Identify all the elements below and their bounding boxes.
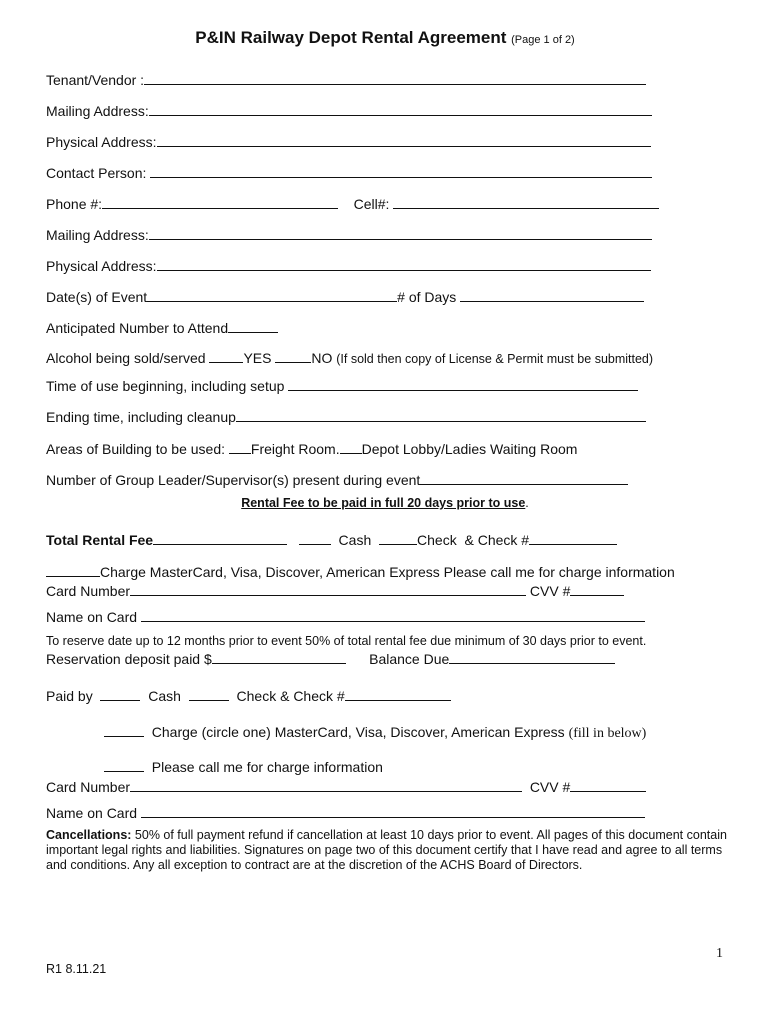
contact-person-field[interactable]	[150, 163, 652, 178]
mailing-address-2-row	[46, 225, 652, 244]
cvv-label: CVV #	[529, 583, 571, 599]
physical-address-2-field[interactable]	[157, 256, 651, 271]
paid-charge-blank[interactable]	[104, 722, 144, 737]
freight-room-label: Freight Room.	[250, 441, 340, 457]
check-blank[interactable]	[379, 530, 417, 545]
areas-label: Areas of Building to be used:	[46, 441, 226, 457]
paid-cvv-field[interactable]	[570, 777, 646, 792]
cancellations-text: 50% of full payment refund if cancellation at least 10 days prior to event. All pages of this document contain important legal rights and liabilities. Signatures on page two of this document certify that I have read and agree to all terms and conditions. Any all exception to contract are at the discretion of the ACHS Board of Directors.	[46, 828, 727, 872]
event-dates-field[interactable]	[147, 287, 397, 302]
time-end-label: Ending time, including cleanup	[46, 409, 236, 425]
charge-row	[46, 562, 675, 581]
paid-charge-row	[104, 722, 646, 743]
total-fee-row	[46, 530, 617, 549]
cell-label: Cell#:	[353, 196, 390, 212]
tenant-row	[46, 70, 646, 89]
freight-room-blank[interactable]	[229, 439, 251, 454]
document-title: P&IN Railway Depot Rental Agreement	[195, 28, 507, 47]
cancellations-paragraph	[46, 828, 736, 873]
alcohol-label: Alcohol being sold/served	[46, 350, 206, 366]
paid-name-on-card-row	[46, 803, 645, 822]
name-on-card-label: Name on Card	[46, 609, 138, 625]
cvv-field[interactable]	[570, 581, 624, 596]
deposit-field[interactable]	[212, 649, 346, 664]
paid-by-label: Paid by	[46, 688, 93, 704]
charge-label: Charge MasterCard, Visa, Discover, American Express Please call me for charge information	[100, 564, 675, 580]
total-fee-field[interactable]	[153, 530, 287, 545]
check-number-field[interactable]	[529, 530, 617, 545]
physical-address-2-label: Physical Address:	[46, 258, 157, 274]
fee-notice	[0, 494, 770, 512]
phone-field[interactable]	[102, 194, 338, 209]
time-begin-field[interactable]	[288, 376, 638, 391]
alcohol-no-blank[interactable]	[275, 348, 311, 363]
fill-below-note: (fill in below)	[568, 726, 647, 741]
phone-row	[46, 194, 659, 213]
card-number-label: Card Number	[46, 583, 131, 599]
contact-person-row	[46, 163, 652, 182]
paid-by-row	[46, 686, 451, 705]
name-on-card-row	[46, 607, 645, 626]
alcohol-yes-blank[interactable]	[209, 348, 243, 363]
page-indicator: (Page 1 of 2)	[511, 34, 575, 46]
paid-cash-blank[interactable]	[100, 686, 140, 701]
call-me-label: Please call me for charge information	[151, 759, 383, 775]
paid-charge-label: Charge (circle one) MasterCard, Visa, Discover, American Express	[151, 724, 565, 740]
alcohol-note: (If sold then copy of License & Permit must be submitted)	[336, 352, 654, 366]
alcohol-yes-label: YES	[243, 350, 272, 366]
balance-field[interactable]	[449, 649, 615, 664]
check-label: Check	[417, 532, 457, 548]
days-label: # of Days	[397, 289, 457, 305]
mailing-address-2-label: Mailing Address:	[46, 227, 149, 243]
paid-cvv-label: CVV #	[529, 779, 571, 795]
fee-notice-period: .	[525, 496, 529, 510]
time-begin-label: Time of use beginning, including setup	[46, 378, 285, 394]
depot-lobby-blank[interactable]	[340, 439, 362, 454]
call-me-blank[interactable]	[104, 757, 144, 772]
attendance-field[interactable]	[228, 318, 278, 333]
mailing-address-row	[46, 101, 652, 120]
physical-address-field[interactable]	[157, 132, 651, 147]
name-on-card-field[interactable]	[141, 607, 645, 622]
tenant-label: Tenant/Vendor :	[46, 72, 145, 88]
phone-label: Phone #:	[46, 196, 103, 212]
contact-person-label: Contact Person:	[46, 165, 147, 181]
paid-name-on-card-label: Name on Card	[46, 805, 138, 821]
page-title	[0, 28, 770, 48]
leaders-label: Number of Group Leader/Supervisor(s) present during event	[46, 472, 421, 488]
deposit-label: Reservation deposit paid $	[46, 651, 212, 667]
balance-label: Balance Due	[369, 651, 450, 667]
tenant-field[interactable]	[144, 70, 646, 85]
leaders-row	[46, 470, 628, 489]
paid-check-blank[interactable]	[189, 686, 229, 701]
paid-cash-label: Cash	[148, 688, 181, 704]
cash-label: Cash	[338, 532, 372, 548]
physical-address-2-row	[46, 256, 651, 275]
call-me-row	[104, 757, 383, 776]
mailing-address-label: Mailing Address:	[46, 103, 149, 119]
depot-lobby-label: Depot Lobby/Ladies Waiting Room	[361, 441, 578, 457]
paid-check-label: Check & Check #	[236, 688, 345, 704]
fee-notice-text: Rental Fee to be paid in full 20 days prior to use	[241, 496, 526, 510]
charge-blank[interactable]	[46, 562, 100, 577]
event-dates-label: Date(s) of Event	[46, 289, 148, 305]
cash-blank[interactable]	[299, 530, 331, 545]
total-fee-label: Total Rental Fee	[46, 532, 154, 548]
alcohol-no-label: NO	[311, 350, 333, 366]
cancellations-label: Cancellations:	[46, 828, 132, 842]
leaders-field[interactable]	[420, 470, 628, 485]
physical-address-label: Physical Address:	[46, 134, 157, 150]
days-field[interactable]	[460, 287, 644, 302]
check-number-label: & Check #	[464, 532, 530, 548]
paid-card-number-label: Card Number	[46, 779, 131, 795]
time-begin-row	[46, 376, 638, 395]
reservation-row	[46, 649, 615, 668]
time-end-field[interactable]	[236, 407, 646, 422]
mailing-address-field[interactable]	[149, 101, 652, 116]
alcohol-row	[46, 348, 653, 368]
physical-address-row	[46, 132, 651, 151]
paid-name-on-card-field[interactable]	[141, 803, 645, 818]
paid-check-number-field[interactable]	[345, 686, 451, 701]
attendance-label: Anticipated Number to Attend	[46, 320, 229, 336]
page-number: 1	[716, 946, 723, 961]
attendance-row	[46, 318, 278, 337]
time-end-row	[46, 407, 646, 426]
mailing-address-2-field[interactable]	[149, 225, 652, 240]
card-number-row	[46, 581, 624, 600]
paid-card-number-field[interactable]	[130, 777, 522, 792]
cell-field[interactable]	[393, 194, 659, 209]
areas-row	[46, 439, 577, 458]
event-dates-row	[46, 287, 644, 306]
revision-label: R1 8.11.21	[46, 962, 107, 976]
card-number-field[interactable]	[130, 581, 526, 596]
paid-card-number-row	[46, 777, 646, 796]
reserve-note: To reserve date up to 12 months prior to event 50% of total rental fee due minimum of 30 days prior to event.	[46, 634, 647, 648]
